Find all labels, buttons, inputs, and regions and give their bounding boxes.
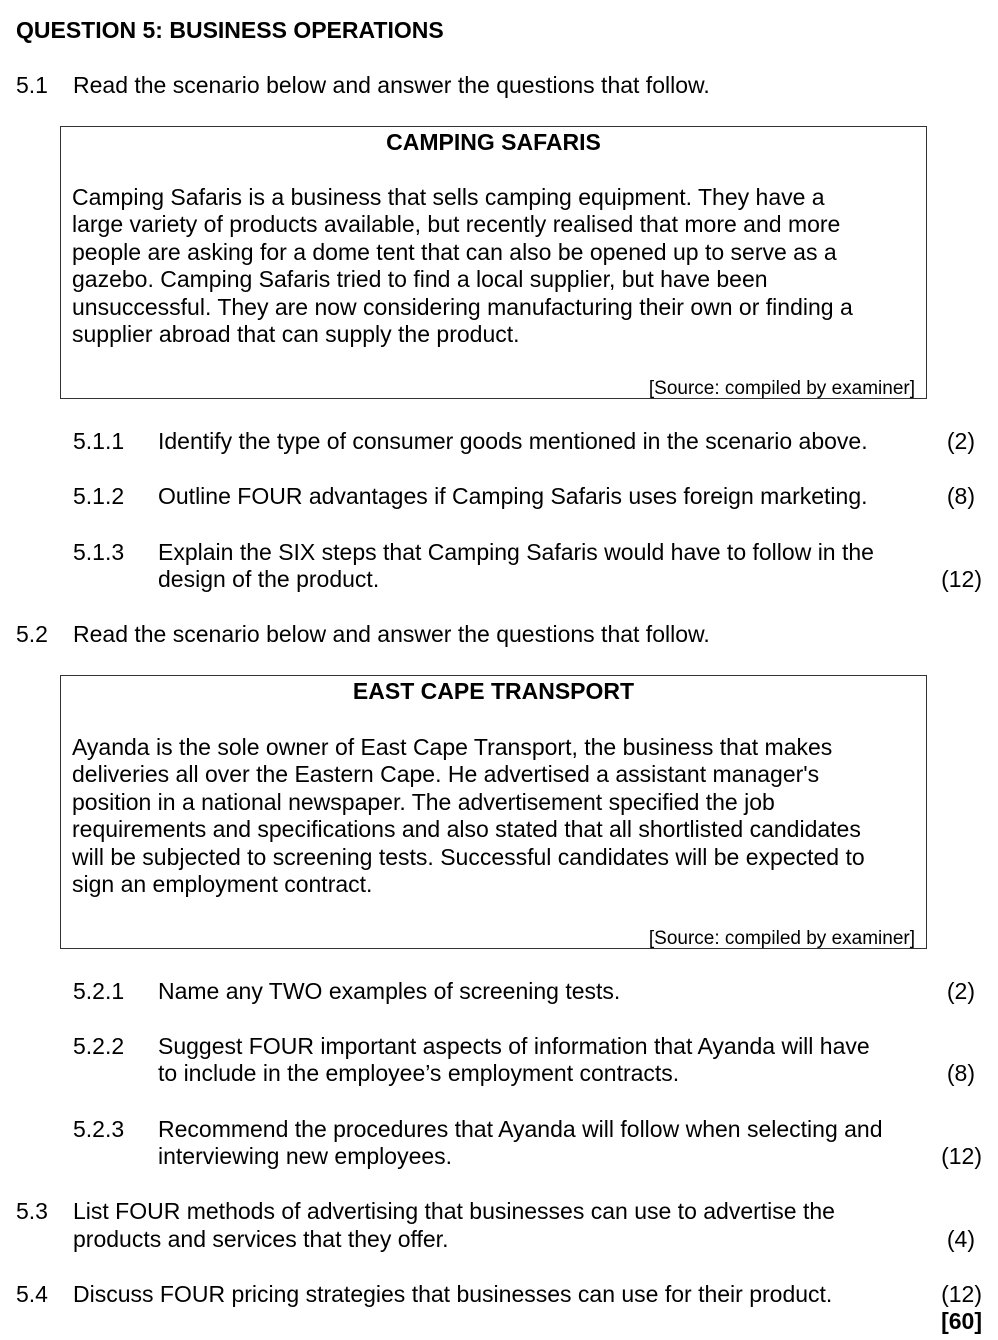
scenario-line: unsuccessful. They are now considering manufacturing their own or finding a bbox=[72, 294, 853, 320]
subquestion-text: interviewing new employees. bbox=[158, 1143, 453, 1169]
subquestion-text: design of the product. bbox=[158, 566, 380, 592]
scenario-line: will be subjected to screening tests. Successful candidates will be expected to bbox=[72, 844, 865, 870]
scenario-line: people are asking for a dome tent that can also be opened up to serve as a bbox=[72, 239, 837, 265]
marks: (8) bbox=[946, 1060, 975, 1086]
marks: (8) bbox=[946, 483, 975, 509]
question-number: 5.4 bbox=[16, 1281, 48, 1307]
marks: (4) bbox=[946, 1226, 975, 1252]
scenario-line: supplier abroad that can supply the product. bbox=[72, 321, 520, 347]
subquestion-number: 5.2.3 bbox=[73, 1116, 125, 1142]
scenario-source: [Source: compiled by examiner] bbox=[648, 378, 915, 399]
subquestion-text: to include in the employee’s employment contracts. bbox=[158, 1060, 680, 1086]
question-text: List FOUR methods of advertising that businesses can use to advertise the bbox=[73, 1198, 835, 1224]
subquestion-text: Outline FOUR advantages if Camping Safaris uses foreign marketing. bbox=[158, 483, 868, 509]
scenario-line: large variety of products available, but recently realised that more and more bbox=[72, 211, 841, 237]
subquestion-text: Explain the SIX steps that Camping Safaris would have to follow in the bbox=[158, 539, 874, 565]
subquestion-number: 5.2.1 bbox=[73, 978, 125, 1004]
marks: (12) bbox=[941, 1281, 982, 1307]
question-heading: QUESTION 5: BUSINESS OPERATIONS bbox=[16, 17, 444, 43]
scenario-title: EAST CAPE TRANSPORT bbox=[352, 678, 635, 704]
scenario-source: [Source: compiled by examiner] bbox=[648, 928, 915, 949]
question-text: Discuss FOUR pricing strategies that businesses can use for their product. bbox=[73, 1281, 833, 1307]
marks: (12) bbox=[941, 566, 982, 592]
total-marks: [60] bbox=[941, 1308, 982, 1334]
marks: (2) bbox=[946, 428, 975, 454]
marks: (2) bbox=[946, 978, 975, 1004]
scenario-line: sign an employment contract. bbox=[72, 871, 373, 897]
question-number: 5.1 bbox=[16, 72, 48, 98]
subquestion-text: Suggest FOUR important aspects of information that Ayanda will have bbox=[158, 1033, 870, 1059]
scenario-line: deliveries all over the Eastern Cape. He advertised a assistant manager's bbox=[72, 761, 820, 787]
question-text: Read the scenario below and answer the questions that follow. bbox=[73, 621, 710, 647]
marks: (12) bbox=[941, 1143, 982, 1169]
subquestion-number: 5.1.2 bbox=[73, 483, 125, 509]
subquestion-text: Name any TWO examples of screening tests. bbox=[158, 978, 621, 1004]
scenario-box-camping-safaris bbox=[60, 126, 927, 399]
question-text: products and services that they offer. bbox=[73, 1226, 449, 1252]
scenario-title: CAMPING SAFARIS bbox=[386, 129, 601, 155]
scenario-line: position in a national newspaper. The advertisement specified the job bbox=[72, 789, 775, 815]
subquestion-number: 5.1.3 bbox=[73, 539, 125, 565]
question-number: 5.3 bbox=[16, 1198, 48, 1224]
scenario-line: Ayanda is the sole owner of East Cape Transport, the business that makes bbox=[72, 734, 833, 760]
question-text: Read the scenario below and answer the questions that follow. bbox=[73, 72, 710, 98]
subquestion-text: Recommend the procedures that Ayanda will follow when selecting and bbox=[158, 1116, 883, 1142]
scenario-line: Camping Safaris is a business that sells camping equipment. They have a bbox=[72, 184, 825, 210]
scenario-line: requirements and specifications and also stated that all shortlisted candidates bbox=[72, 816, 861, 842]
subquestion-text: Identify the type of consumer goods mentioned in the scenario above. bbox=[158, 428, 868, 454]
subquestion-number: 5.2.2 bbox=[73, 1033, 125, 1059]
question-number: 5.2 bbox=[16, 621, 48, 647]
scenario-box-east-cape-transport bbox=[60, 675, 927, 949]
subquestion-number: 5.1.1 bbox=[73, 428, 125, 454]
scenario-line: gazebo. Camping Safaris tried to find a local supplier, but have been bbox=[72, 266, 768, 292]
